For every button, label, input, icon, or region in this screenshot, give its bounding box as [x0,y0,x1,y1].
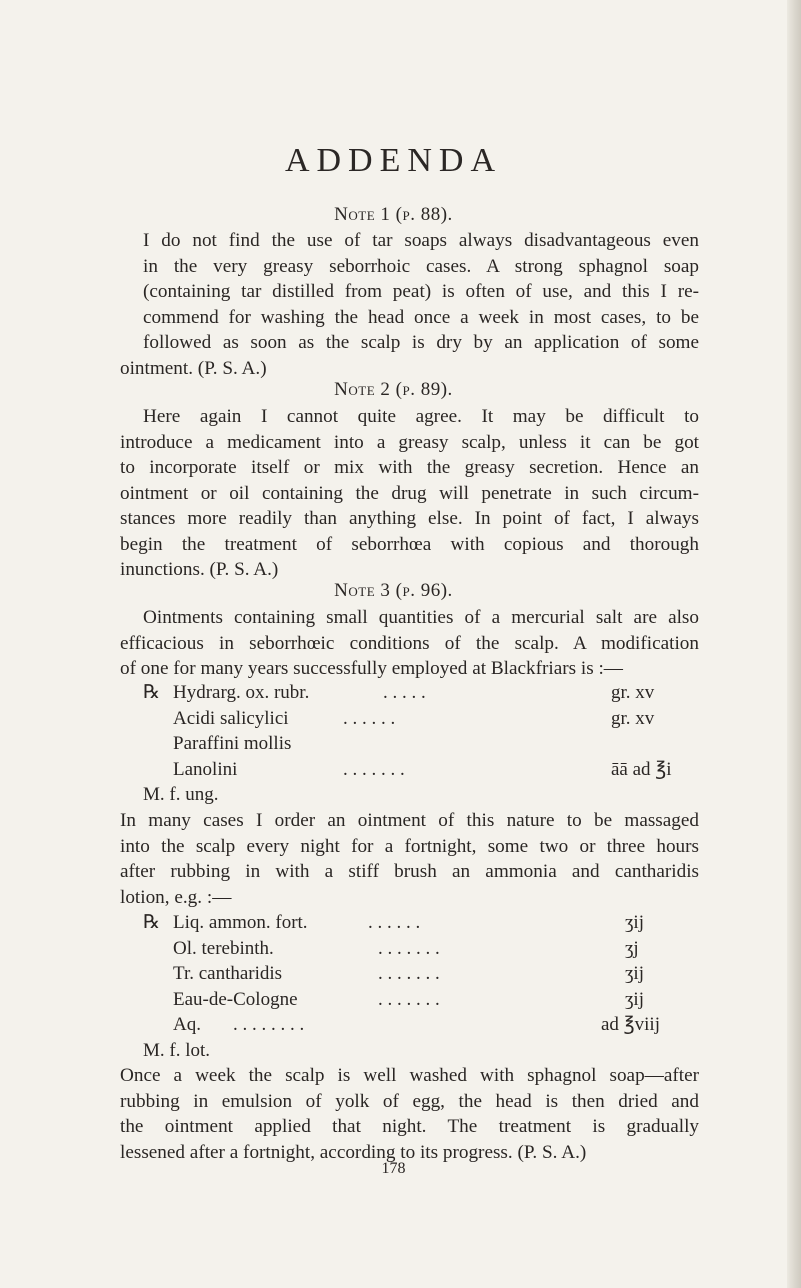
ingredient-name: Lanolini [173,758,238,780]
prescription-ointment [143,680,703,810]
text-line: Ointments containing small quantities of a mercurial salt are also [143,607,699,628]
page-number: 178 [381,1160,406,1177]
note-2-paragraph [120,404,699,583]
ingredient-name: Hydrarg. ox. rubr. [173,682,310,703]
text-line: introduce a medicament into a greasy scalp, unless it can be got [120,431,699,453]
rx-row [143,782,703,808]
text-line: rubbing in emulsion of yolk of egg, the head is then dried and [120,1090,699,1112]
leader-dots: . . . . . . . . [233,1014,305,1035]
text-line: stances more readily than anything else. In point of fact, I always [120,508,699,529]
text-line: (containing tar distilled from peat) is often of use, and this I re- [143,281,699,302]
text-line: commend for washing the head once a week in most cases, to be [143,306,699,328]
note-2-heading: Note 2 (p. 89). [334,379,453,400]
leader-dots: . . . . . . . [378,963,440,984]
text-line: lessened after a fortnight, according to its progress. (P. S. A.) [120,1141,587,1163]
leader-dots: . . . . . . [368,912,421,933]
rx-row [143,910,703,936]
rx-symbol: ℞ [143,912,161,933]
text-line: ointment. (P. S. A.) [120,357,267,379]
rx-row [143,936,703,962]
text-line: lotion, e.g. :— [120,886,232,908]
text-line: efficacious in seborrhœic conditions of the scalp. A modification [120,632,699,654]
rx-row [143,1038,703,1064]
rx-row [143,680,703,706]
final-paragraph [120,1063,699,1165]
text-line: in the very greasy seborrhoic cases. A strong sphagnol soap [143,255,699,277]
ingredient-name: Aq. [173,1014,201,1035]
leader-dots: . . . . . [383,682,426,703]
rx-row [143,706,703,732]
rx-symbol: ℞ [143,682,161,703]
text-line: ointment or oil containing the drug will penetrate in such circum- [120,482,699,504]
ingredient-quantity: ʒij [625,963,644,984]
text-line: In many cases I order an ointment of this nature to be massaged [120,810,699,831]
ingredient-quantity: ʒij [625,988,644,1010]
text-line: inunctions. (P. S. A.) [120,559,279,580]
text-line: begin the treatment of seborrhœa with copious and thorough [120,533,699,555]
ingredient-name: Acidi salicylici [173,707,289,729]
leader-dots: . . . . . . . [343,758,405,780]
text-line: of one for many years successfully employed at Blackfriars is :— [120,658,623,679]
rx-row [143,987,703,1013]
rx-directions: M. f. lot. [143,1039,211,1061]
prescription-lotion [143,910,703,1070]
ingredient-quantity: gr. xv [611,707,655,729]
text-line: Once a week the scalp is well washed with sphagnol soap—after [120,1065,699,1086]
ingredient-quantity: ad ℥viij [601,1014,660,1035]
ingredient-name: Eau-de-Cologne [173,988,298,1010]
text-line: the ointment applied that night. The treatment is gradually [120,1116,699,1137]
rx-row [143,961,703,987]
ingredient-quantity: ʒj [625,937,639,959]
leader-dots: . . . . . . . [378,937,440,959]
page-edge [787,0,801,1288]
note-1-paragraph [120,228,699,381]
text-line: followed as soon as the scalp is dry by an application of some [143,332,699,353]
rx-row [143,1012,703,1038]
massage-paragraph [120,808,699,910]
text-line: to incorporate itself or mix with the greasy secretion. Hence an [120,457,699,478]
ingredient-quantity: āā ad ℥i [611,758,672,780]
ingredient-name: Tr. cantharidis [173,963,283,984]
note-3-paragraph [120,605,699,682]
rx-row [143,757,703,783]
ingredient-name: Paraffini mollis [173,733,292,754]
text-line: I do not find the use of tar soaps always disadvantageous even [143,230,699,251]
leader-dots: . . . . . . [343,707,396,729]
leader-dots: . . . . . . . [378,988,440,1010]
ingredient-quantity: ʒij [625,912,644,933]
ingredient-quantity: gr. xv [611,682,655,703]
note-3-heading: Note 3 (p. 96). [334,580,453,601]
text-line: into the scalp every night for a fortnight, some two or three hours [120,835,699,857]
page-title: ADDENDA [284,142,503,179]
rx-row [143,731,703,757]
text-line: after rubbing in with a stiff brush an ammonia and cantharidis [120,861,699,882]
ingredient-name: Ol. terebinth. [173,937,274,959]
text-line: Here again I cannot quite agree. It may be difficult to [143,406,699,427]
note-1-heading: Note 1 (p. 88). [334,204,453,225]
rx-directions: M. f. ung. [143,784,219,805]
ingredient-name: Liq. ammon. fort. [173,912,308,933]
